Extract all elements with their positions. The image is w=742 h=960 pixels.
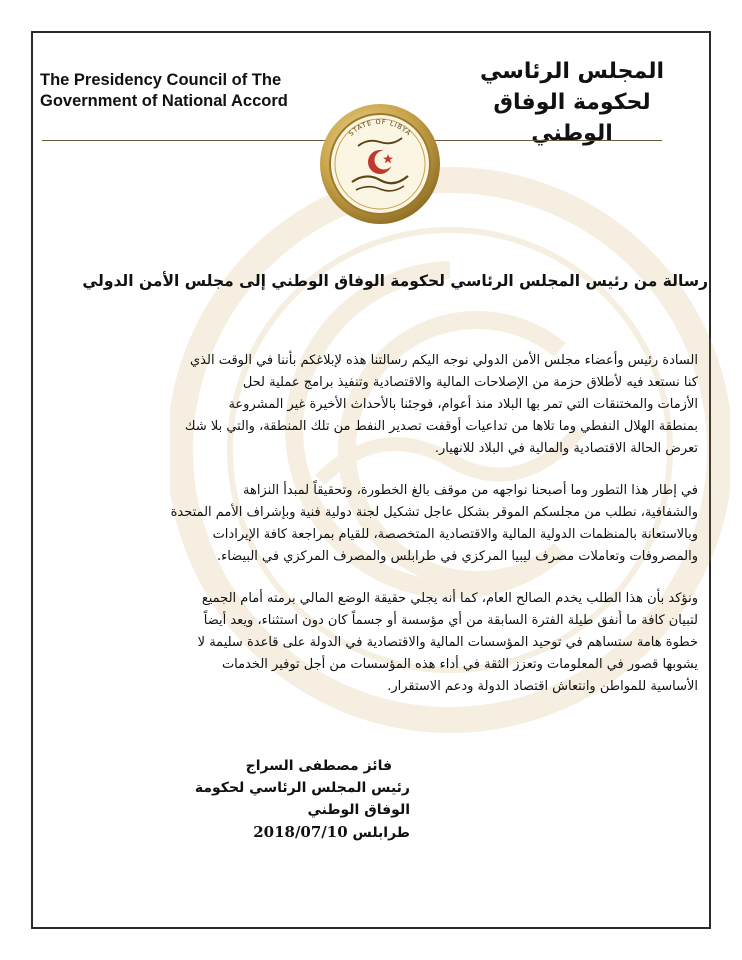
place-and-date <box>150 821 410 844</box>
paragraph-2 <box>70 480 698 568</box>
paragraph-1 <box>70 350 698 460</box>
org-name-english <box>40 70 310 112</box>
letter-title: رسالة من رئيس المجلس الرئاسي لحكومة الوفاق الوطني إلى مجلس الأمن الدولي <box>82 272 708 290</box>
letter-body <box>70 350 698 718</box>
signature-place: طرابلس <box>352 825 410 841</box>
org-name-arabic-line1: المجلس الرئاسي <box>479 59 665 84</box>
paragraph-line: لتبيان كافة ما أُنفق طيلة الفترة السابقة من أي مؤسسة أو جسماً كان دون استثناء، ويعد أيضاً <box>203 613 698 628</box>
paragraph-3 <box>70 588 698 698</box>
signature-date: 2018/07/10 <box>253 823 348 841</box>
paragraph-line: والمصروفات وتعاملات مصرف ليبيا المركزي في طرابلس والمصرف المركزي في البيضاء. <box>217 549 698 564</box>
paragraph-line: بمنطقة الهلال النفطي وما تلاها من تداعيات أوقفت تصدير النفط من تلك المنطقة، والتي بلا شك <box>184 419 698 434</box>
signatory-position: رئيس المجلس الرئاسي لحكومة الوفاق الوطني <box>194 780 410 818</box>
org-name-english-line2: Government of National Accord <box>40 92 288 110</box>
paragraph-line: وبالاستعانة بالمنظمات الدولية المالية والاقتصادية المتخصصة، للقيام بمراجعة كافة الإيرادات <box>212 527 698 542</box>
paragraph-line: يشوبها قصور في المعلومات وتعزز الثقة في أداء هذه المؤسسات من أجل توفير الخدمات <box>221 657 698 672</box>
paragraph-line: الأساسية للمواطن وانتعاش اقتصاد الدولة ودعم الاستقرار. <box>387 679 698 694</box>
state-emblem-icon <box>318 102 442 226</box>
paragraph-line: خطوة هامة ستساهم في توحيد المؤسسات المالية والاقتصادية في الدولة على قاعدة سليمة لا <box>197 635 698 650</box>
emblem-ring-text: STATE OF LIBYA <box>347 117 413 138</box>
paragraph-line: في إطار هذا التطور وما أصبحنا نواجهه من موقف بالغ الخطورة، وتحقيقاً لمبدأ النزاهة <box>243 483 698 498</box>
paragraph-line: ونؤكد بأن هذا الطلب يخدم الصالح العام، كما أنه يجلي حقيقة الوضع المالي برمته أمام الجميع <box>201 591 698 606</box>
signature-block <box>150 755 410 844</box>
org-name-arabic <box>462 56 682 149</box>
paragraph-line: الأزمات والمختنقات التي تمر بها البلاد منذ أعوام، فوجئنا بالأحداث الأخيرة غير المشروعة <box>228 397 698 412</box>
paragraph-line: تعرض الحالة الاقتصادية والمالية في البلاد للانهيار. <box>434 441 698 456</box>
paragraph-line: السادة رئيس وأعضاء مجلس الأمن الدولي نوجه اليكم رسالتنا هذه لإبلاغكم بأننا في الوقت الذي <box>189 353 698 368</box>
paragraph-line: والشفافية، نطلب من مجلسكم الموقر بشكل عاجل تشكيل لجنة دولية فنية وبإشراف الأمم المتحدة <box>170 505 698 520</box>
signatory-name: فائز مصطفى السراج <box>245 758 392 774</box>
org-name-english-line1: The Presidency Council of The <box>40 71 282 89</box>
org-name-arabic-line2: لحكومة الوفاق الوطني <box>493 90 651 146</box>
paragraph-line: كنا نستعد فيه لأطلاق حزمة من الإصلاحات المالية والاقتصادية وتنفيذ برامج عملية لحل <box>242 375 698 390</box>
